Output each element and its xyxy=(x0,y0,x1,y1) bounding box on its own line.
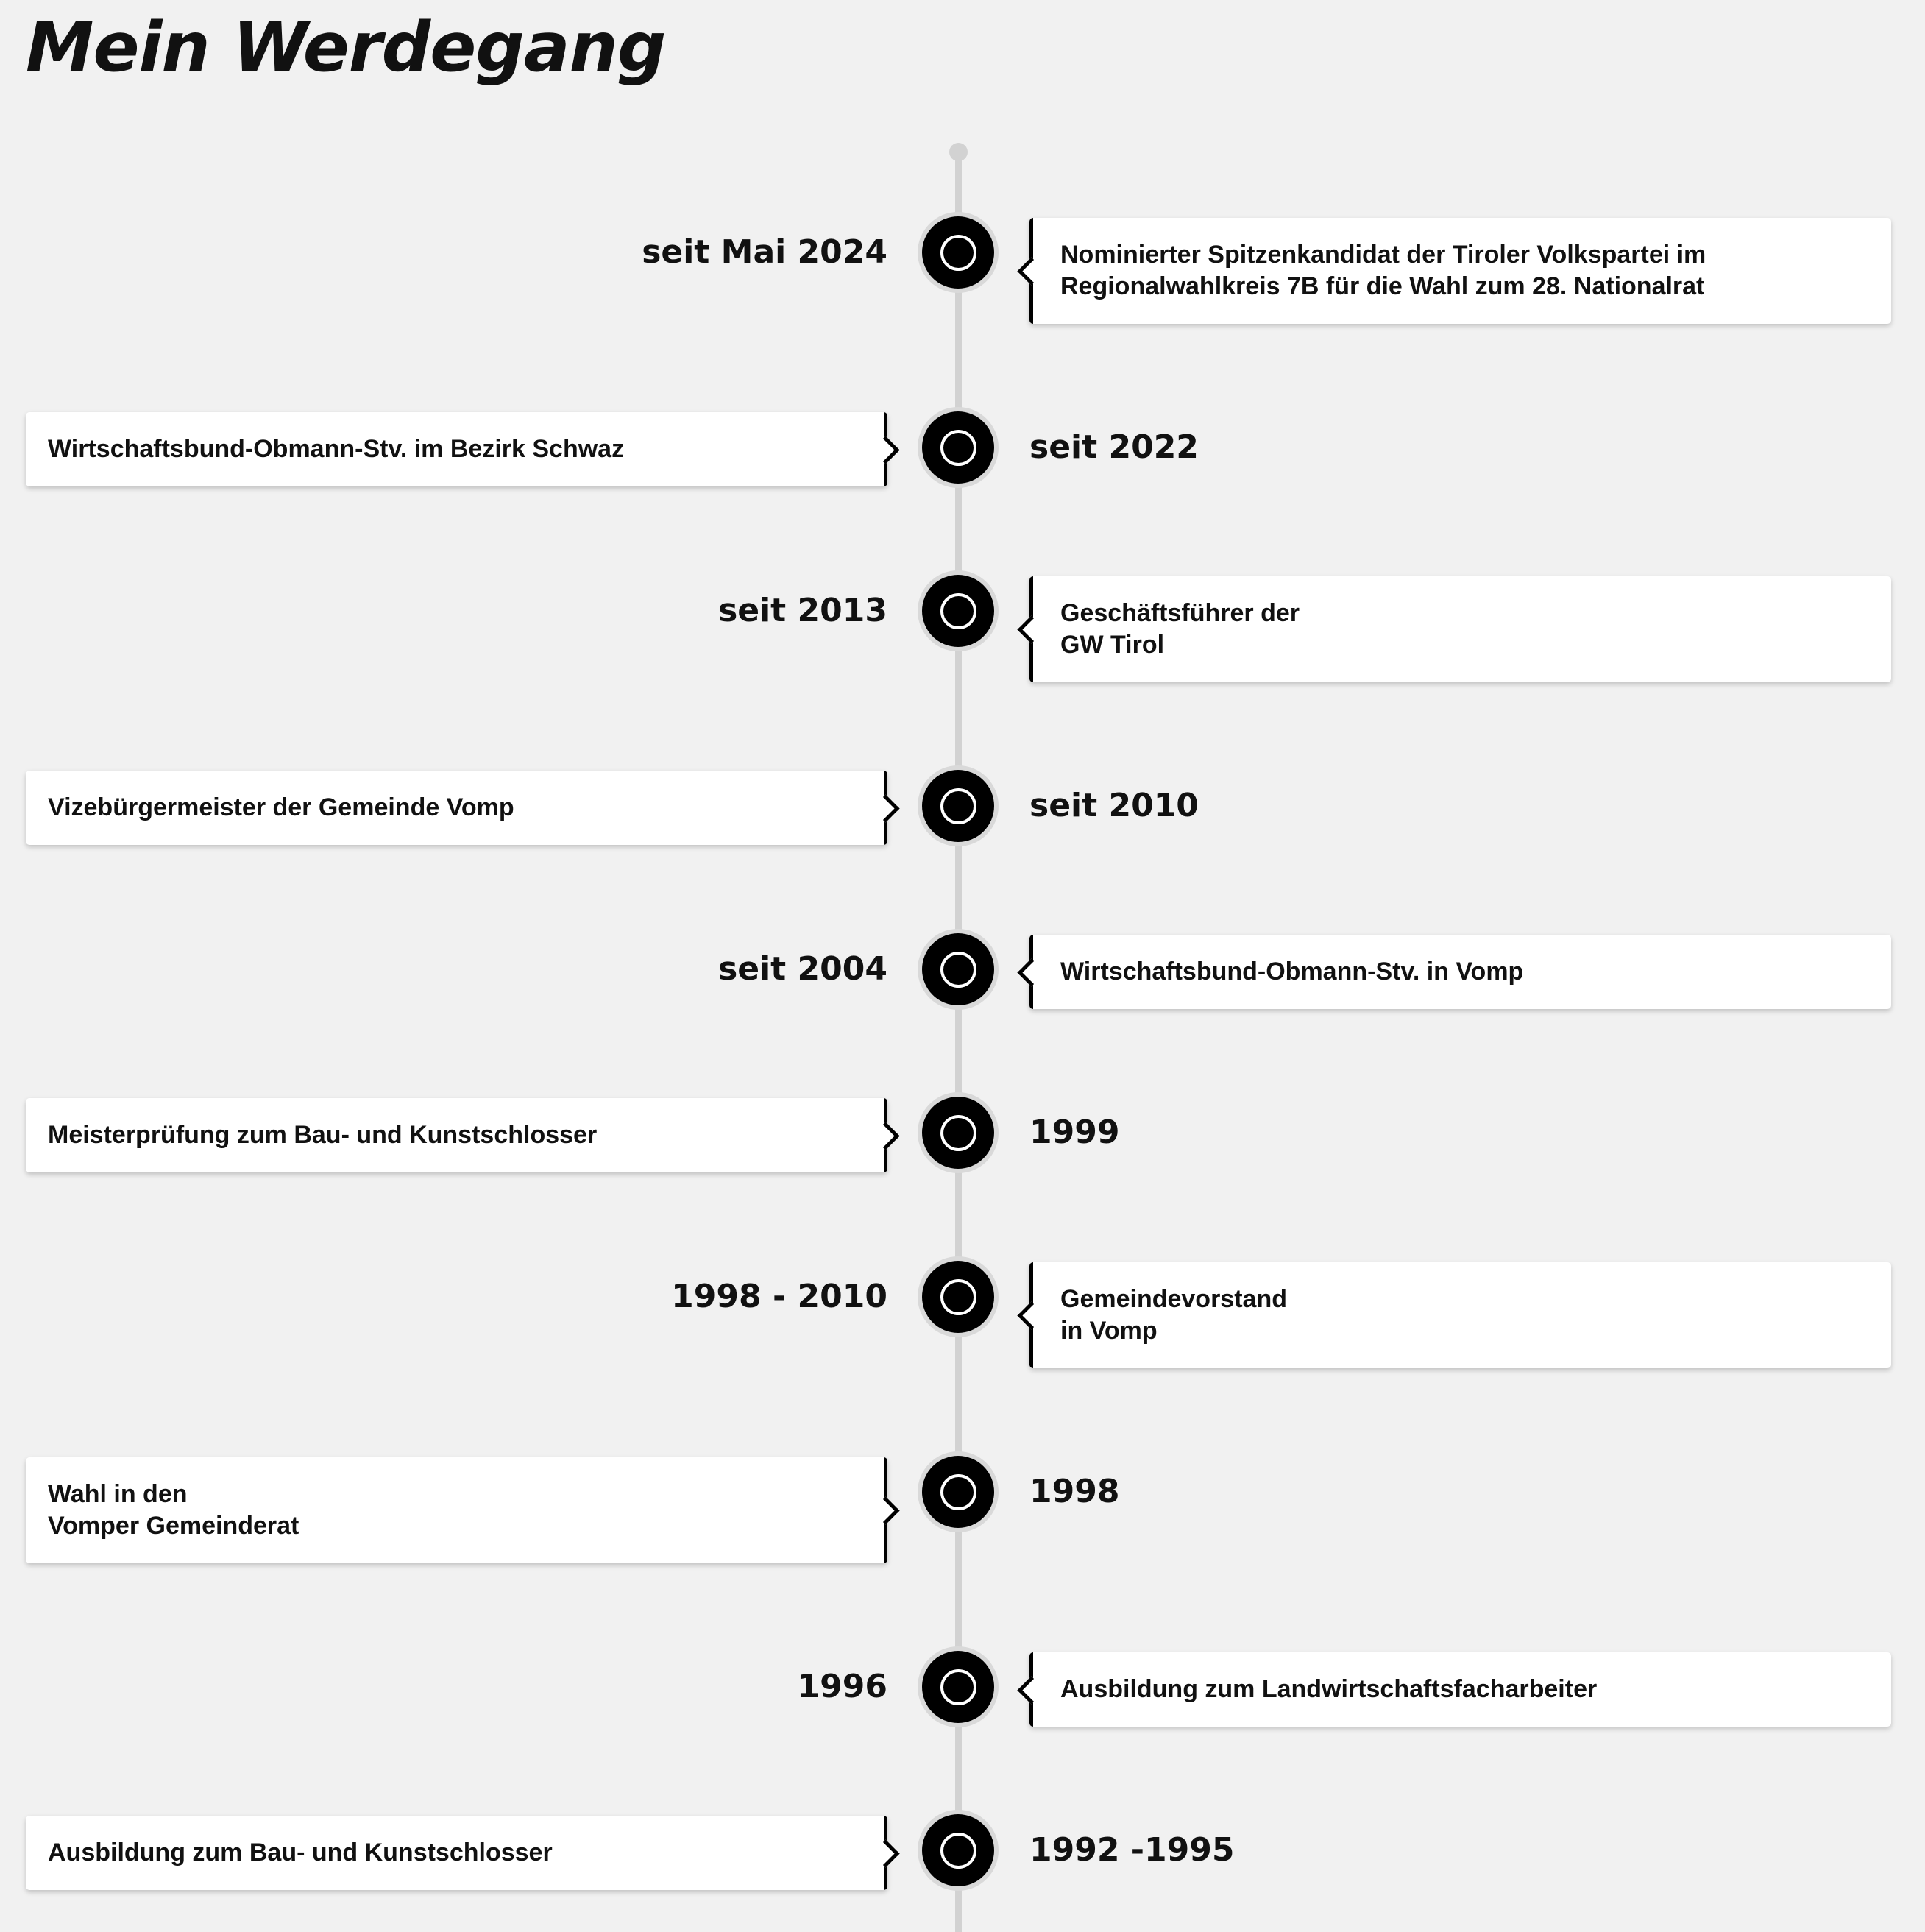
timeline-date: seit 2013 xyxy=(718,592,887,629)
timeline-date: 1998 xyxy=(1029,1473,1120,1510)
timeline-card xyxy=(1029,218,1891,324)
timeline-card-text: Wirtschaftsbund-Obmann-Stv. im Bezirk Schwaz xyxy=(48,435,625,463)
card-pointer xyxy=(1017,257,1045,285)
timeline-node-icon xyxy=(922,933,994,1005)
timeline-card xyxy=(26,1457,887,1563)
card-pointer xyxy=(1017,1301,1045,1329)
timeline-node-icon xyxy=(922,1456,994,1528)
timeline-node-icon xyxy=(922,216,994,289)
card-pointer xyxy=(1017,958,1045,986)
timeline-card xyxy=(26,771,887,845)
timeline-date: 1999 xyxy=(1029,1114,1120,1151)
timeline-node-icon xyxy=(922,1814,994,1886)
timeline-node-icon xyxy=(922,1651,994,1723)
timeline-node-icon xyxy=(922,1261,994,1333)
timeline-date: seit 2004 xyxy=(718,950,887,988)
timeline-date: seit Mai 2024 xyxy=(642,233,887,271)
page-title: Mein Werdegang xyxy=(26,7,666,87)
timeline-node-icon xyxy=(922,411,994,484)
card-pointer xyxy=(1017,1676,1045,1704)
timeline-card xyxy=(26,1816,887,1890)
timeline-card-text: Geschäftsführer der GW Tirol xyxy=(1060,599,1300,659)
timeline-date: 1992 -1995 xyxy=(1029,1831,1235,1869)
timeline-card-text: Meisterprüfung zum Bau- und Kunstschlosser xyxy=(48,1121,598,1149)
timeline-card xyxy=(26,1098,887,1172)
timeline-date: seit 2022 xyxy=(1029,428,1199,466)
timeline-node-icon xyxy=(922,575,994,647)
card-pointer xyxy=(871,1839,899,1867)
timeline-date: 1998 - 2010 xyxy=(671,1278,887,1315)
card-pointer xyxy=(871,1496,899,1524)
timeline-start-dot xyxy=(949,143,968,161)
timeline-card xyxy=(1029,1652,1891,1727)
timeline-node-icon xyxy=(922,770,994,842)
card-pointer xyxy=(871,436,899,464)
card-pointer xyxy=(1017,615,1045,643)
timeline-card-text: Wahl in den Vomper Gemeinderat xyxy=(48,1480,299,1540)
timeline-card-text: Ausbildung zum Landwirtschaftsfacharbeiter xyxy=(1060,1675,1598,1703)
card-pointer xyxy=(871,794,899,822)
timeline-card xyxy=(1029,1262,1891,1368)
timeline-card xyxy=(1029,576,1891,682)
card-pointer xyxy=(871,1122,899,1150)
timeline-card-text: Nominierter Spitzenkandidat der Tiroler Volkspartei im Regionalwahlkreis 7B für die Wahl zum 28. Nationalrat xyxy=(1060,241,1706,300)
timeline-date: seit 2010 xyxy=(1029,787,1199,824)
timeline-card xyxy=(1029,935,1891,1009)
timeline-card-text: Gemeindevorstand in Vomp xyxy=(1060,1285,1287,1345)
timeline-node-icon xyxy=(922,1097,994,1169)
timeline-card xyxy=(26,412,887,486)
timeline-card-text: Wirtschaftsbund-Obmann-Stv. in Vomp xyxy=(1060,958,1524,986)
timeline-card-text: Ausbildung zum Bau- und Kunstschlosser xyxy=(48,1839,553,1866)
timeline-date: 1996 xyxy=(797,1668,887,1705)
timeline-card-text: Vizebürgermeister der Gemeinde Vomp xyxy=(48,793,514,821)
